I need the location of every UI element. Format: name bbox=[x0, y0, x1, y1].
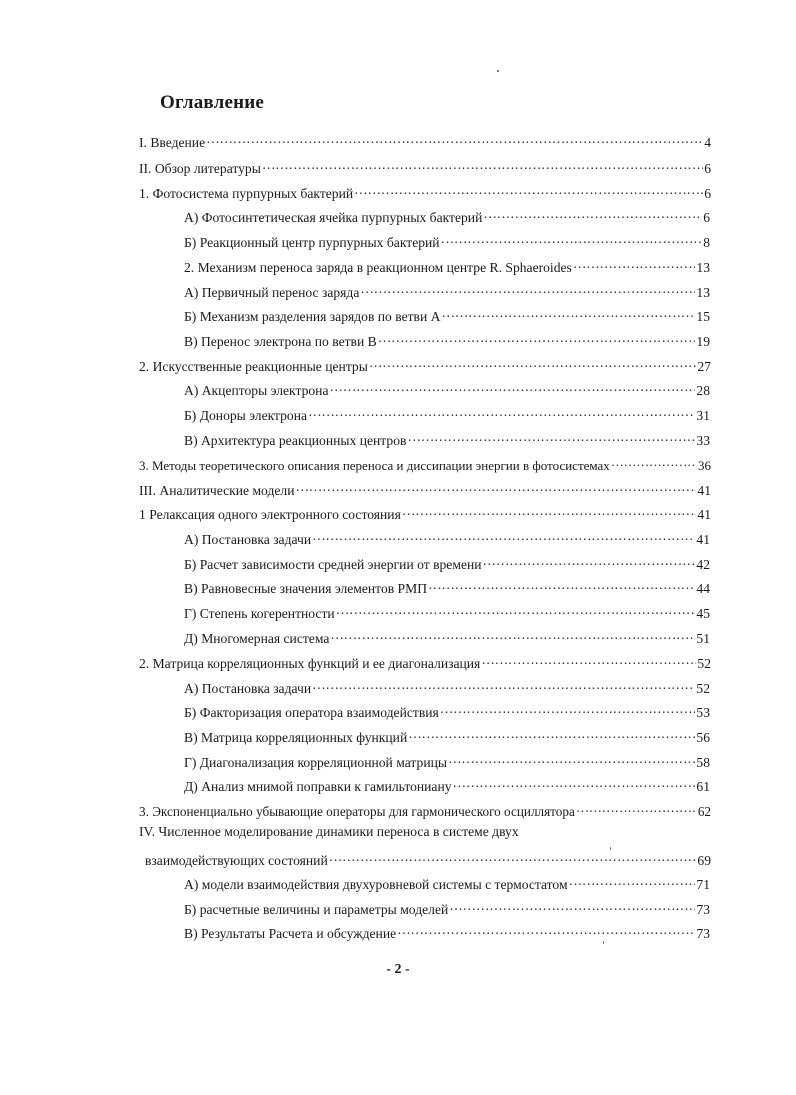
toc-leader-dots bbox=[449, 898, 695, 914]
toc-entry-page: 6 bbox=[704, 186, 711, 201]
toc-entry bbox=[184, 379, 710, 399]
toc-leader-dots bbox=[448, 751, 695, 767]
toc-entry-page: 6 bbox=[703, 210, 710, 225]
toc-entry-page: 33 bbox=[696, 433, 710, 448]
toc-entry-page: 27 bbox=[697, 359, 711, 374]
toc-leader-dots bbox=[483, 206, 702, 222]
toc-entry-label: Б) Факторизация оператора взаимодействия bbox=[184, 705, 439, 720]
toc-entry-label: Б) Расчет зависимости средней энергии от времени bbox=[184, 557, 482, 572]
toc-entry bbox=[184, 898, 710, 918]
toc-entry bbox=[139, 454, 711, 474]
toc-entry-page: 52 bbox=[697, 656, 711, 671]
toc-entry bbox=[139, 131, 711, 151]
toc-entry-label: Г) Диагонализация корреляционной матрицы bbox=[184, 755, 448, 770]
toc-leader-dots bbox=[308, 404, 695, 420]
toc-leader-dots bbox=[453, 775, 696, 791]
toc-leader-dots bbox=[329, 849, 697, 865]
toc-entry bbox=[184, 775, 710, 795]
toc-leader-dots bbox=[312, 528, 695, 544]
toc-entry-label: Б) Механизм разделения зарядов по ветви А bbox=[184, 309, 441, 324]
scan-speck bbox=[497, 70, 499, 72]
toc-entry-label: А) Первичный перенос заряда bbox=[184, 285, 360, 300]
toc-entry-label: А) Акцепторы электрона bbox=[184, 383, 329, 398]
toc-entry-label: А) Постановка задачи bbox=[184, 532, 312, 547]
toc-leader-dots bbox=[483, 553, 696, 569]
toc-entry bbox=[184, 602, 710, 622]
toc-entry bbox=[184, 528, 710, 548]
toc-entry-page: 73 bbox=[696, 902, 710, 917]
toc-entry bbox=[184, 206, 710, 226]
toc-entry-label: А) Постановка задачи bbox=[184, 681, 312, 696]
toc-entry-label: III. Аналитические модели bbox=[139, 483, 295, 498]
toc-entry-label: 1. Фотосистема пурпурных бактерий bbox=[139, 186, 354, 201]
toc-leader-dots bbox=[408, 726, 695, 742]
toc-entry-page: 45 bbox=[696, 606, 710, 621]
toc-entry-label: В) Матрица корреляционных функций bbox=[184, 730, 408, 745]
toc-leader-dots bbox=[378, 330, 696, 346]
toc-entry bbox=[184, 873, 710, 893]
toc-entry-page: 13 bbox=[696, 285, 710, 300]
toc-entry bbox=[184, 330, 710, 350]
toc-entry-label: В) Архитектура реакционных центров bbox=[184, 433, 407, 448]
toc-entry-label: Д) Многомерная система bbox=[184, 631, 330, 646]
toc-entry bbox=[139, 800, 711, 820]
toc-entry-label: 3. Методы теоретического описания переноса и диссипации энергии в фотосистемах bbox=[139, 458, 610, 473]
toc-entry-label: Б) Реакционный центр пурпурных бактерий bbox=[184, 235, 440, 250]
toc-leader-dots bbox=[611, 454, 697, 470]
toc-entry-page: 28 bbox=[696, 383, 710, 398]
toc-entry-page: 73 bbox=[696, 926, 710, 941]
toc-entry-page: 56 bbox=[696, 730, 710, 745]
toc-entry-page: 51 bbox=[696, 631, 710, 646]
toc-leader-dots bbox=[369, 355, 697, 371]
toc-entry-page: 42 bbox=[696, 557, 710, 572]
toc-entry-label: Г) Степень когерентности bbox=[184, 606, 335, 621]
toc-leader-dots bbox=[354, 182, 703, 198]
toc-entry-label: I. Введение bbox=[139, 135, 206, 150]
toc-entry-page: 36 bbox=[698, 458, 711, 473]
toc-entry-label: IV. Численное моделирование динамики переноса в системе двух bbox=[139, 824, 519, 839]
toc-entry-page: 58 bbox=[696, 755, 710, 770]
toc-entry-label: В) Перенос электрона по ветви В bbox=[184, 334, 377, 349]
page-number: - 2 - bbox=[386, 962, 410, 977]
toc-entry bbox=[184, 231, 710, 251]
toc-leader-dots bbox=[262, 157, 703, 173]
toc-leader-dots bbox=[360, 281, 695, 297]
toc-entry-label: Б) расчетные величины и параметры моделей bbox=[184, 902, 449, 917]
toc-entry bbox=[184, 429, 710, 449]
toc-entry bbox=[184, 677, 710, 697]
toc-entry-page: 44 bbox=[696, 581, 710, 596]
toc-leader-dots bbox=[573, 256, 696, 272]
toc-entry-page: 13 bbox=[696, 260, 710, 275]
toc-leader-dots bbox=[569, 873, 696, 889]
toc-leader-dots bbox=[481, 652, 696, 668]
toc-entry bbox=[145, 849, 711, 869]
toc-entry-page: 4 bbox=[704, 135, 711, 150]
toc-entry-label: В) Равновесные значения элементов РМП bbox=[184, 581, 428, 596]
toc-entry-page: 8 bbox=[703, 235, 710, 250]
toc-entry bbox=[184, 553, 710, 573]
toc-entry-page: 41 bbox=[697, 507, 711, 522]
toc-entry bbox=[184, 281, 710, 301]
toc-entry bbox=[184, 701, 710, 721]
toc-leader-dots bbox=[397, 922, 695, 938]
toc-leader-dots bbox=[441, 305, 695, 321]
toc-entry-page: 31 bbox=[696, 408, 710, 423]
toc-entry bbox=[184, 305, 710, 325]
toc-entry-label: Д) Анализ мнимой поправки к гамильтониану bbox=[184, 779, 452, 794]
toc-entry-page: 62 bbox=[697, 804, 711, 819]
toc-entry-label: 2. Искусственные реакционные центры bbox=[139, 359, 368, 374]
toc-entry-page: 53 bbox=[696, 705, 710, 720]
toc-entry bbox=[184, 751, 710, 771]
toc-entry-page: 19 bbox=[696, 334, 710, 349]
toc-leader-dots bbox=[576, 800, 697, 816]
toc-entry-label: А) Фотосинтетическая ячейка пурпурных бактерий bbox=[184, 210, 483, 225]
toc-entry-label: 2. Матрица корреляционных функций и ее диагонализация bbox=[139, 656, 481, 671]
toc-entry-page: 52 bbox=[696, 681, 710, 696]
toc-entry-label: 2. Механизм переноса заряда в реакционном центре R. Sphaeroides bbox=[184, 260, 572, 275]
toc-entry-label: II. Обзор литературы bbox=[139, 161, 261, 176]
toc-entry-page: 15 bbox=[696, 309, 710, 324]
toc-leader-dots bbox=[312, 677, 695, 693]
toc-entry-label: 3. Экспоненциально убывающие операторы для гармонического осциллятора bbox=[139, 804, 575, 819]
toc-entry bbox=[139, 182, 711, 202]
toc-entry-page: 41 bbox=[697, 483, 711, 498]
toc-leader-dots bbox=[206, 131, 703, 147]
toc-entry bbox=[139, 355, 711, 375]
toc-entry-label: 1 Релаксация одного электронного состояния bbox=[139, 507, 401, 522]
toc-entry-label: В) Результаты Расчета и обсуждение bbox=[184, 926, 397, 941]
toc-entry-label: Б) Доноры электрона bbox=[184, 408, 308, 423]
page-title: Оглавление bbox=[160, 92, 265, 113]
toc-entry bbox=[184, 404, 710, 424]
toc-leader-dots bbox=[407, 429, 695, 445]
toc-entry-label: А) модели взаимодействия двухуровневой системы с термостатом bbox=[184, 877, 568, 892]
toc-leader-dots bbox=[329, 379, 695, 395]
toc-entry bbox=[139, 652, 711, 672]
toc-entry bbox=[184, 577, 710, 597]
toc-entry-page: 61 bbox=[696, 779, 710, 794]
toc-leader-dots bbox=[428, 577, 695, 593]
toc-leader-dots bbox=[330, 627, 695, 643]
toc-entry-label: взаимодействующих состояний bbox=[145, 853, 328, 868]
toc-leader-dots bbox=[440, 701, 696, 717]
toc-entry bbox=[139, 479, 711, 499]
toc-entry-page: 71 bbox=[696, 877, 710, 892]
toc-entry-page: 41 bbox=[696, 532, 710, 547]
toc-entry bbox=[184, 922, 710, 942]
toc-entry bbox=[184, 256, 710, 276]
toc-entry bbox=[184, 627, 710, 647]
toc-entry bbox=[139, 157, 711, 177]
toc-leader-dots bbox=[336, 602, 696, 618]
toc-entry bbox=[139, 503, 711, 523]
toc-entry-page: 6 bbox=[704, 161, 711, 176]
toc-entry bbox=[184, 726, 710, 746]
toc-leader-dots bbox=[295, 479, 696, 495]
toc-leader-dots bbox=[441, 231, 703, 247]
toc-entry-page: 69 bbox=[697, 853, 711, 868]
toc-leader-dots bbox=[402, 503, 697, 519]
